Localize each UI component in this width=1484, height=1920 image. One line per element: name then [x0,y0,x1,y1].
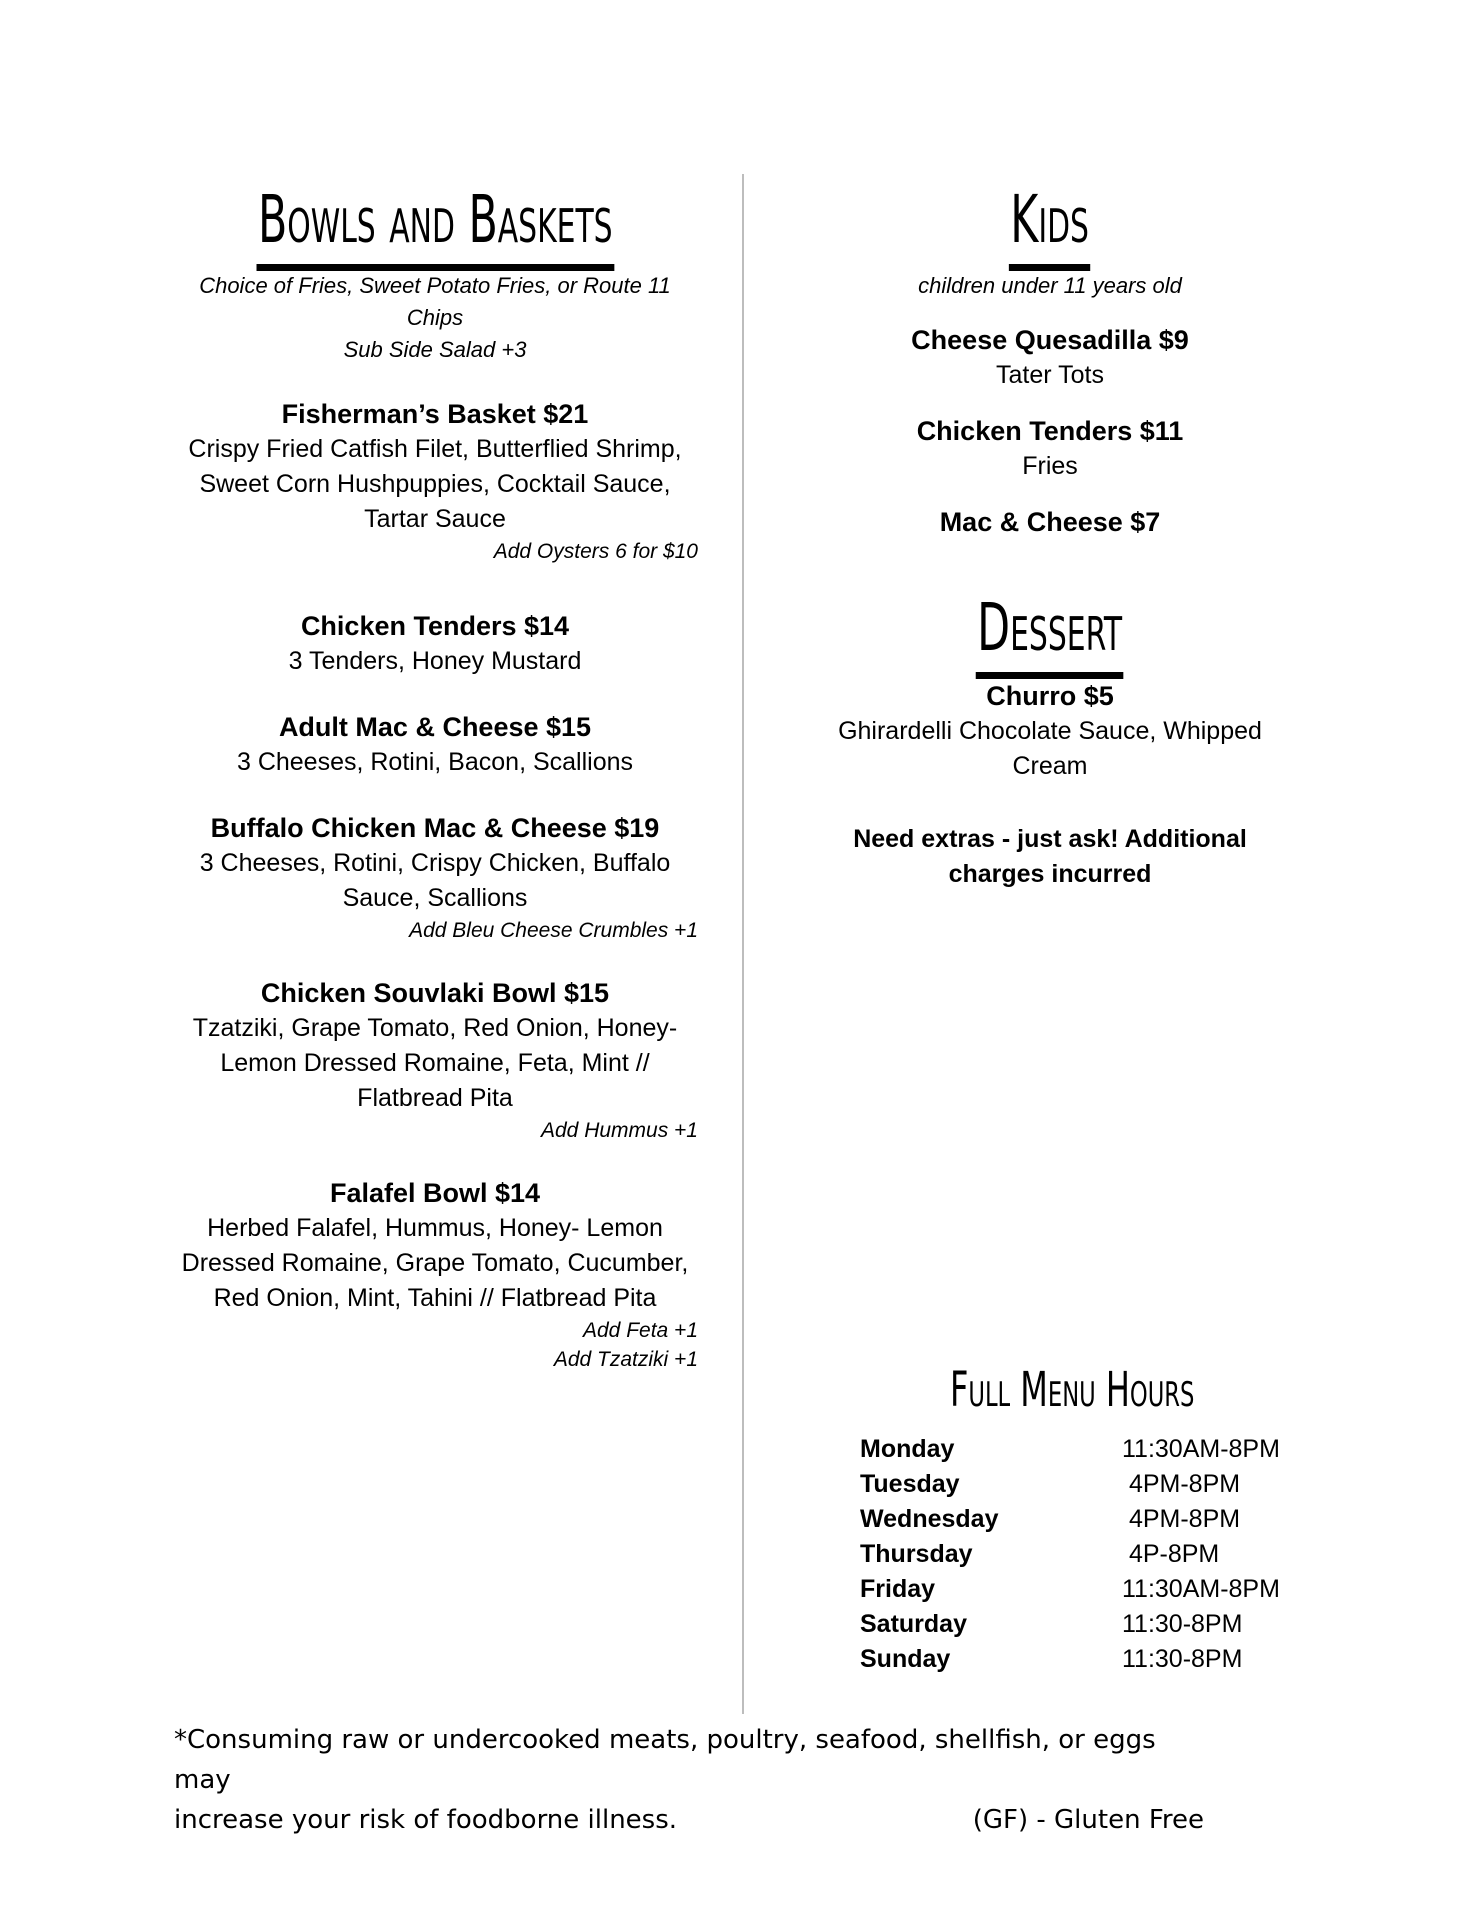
bowls-title-wrap [170,180,700,272]
menu-item-fishermans-basket [170,396,700,566]
bowls-intro-sides: Choice of Fries, Sweet Potato Fries, or Route 11 Chips [199,273,671,330]
full-menu-hours [860,1360,1320,1677]
item-description: 3 Cheeses, Rotini, Bacon, Scallions [236,748,634,776]
dessert-title-wrap [780,588,1320,680]
item-description: Fries [1022,452,1078,480]
hours-time: 4PM-8PM [1122,1505,1241,1533]
menu-item-buffalo-chicken-mac [170,810,700,945]
hours-row [860,1642,1320,1677]
hours-row [860,1537,1320,1572]
kids-dessert-column [780,180,1320,892]
item-addon: Add Tzatziki +1 [553,1348,698,1371]
item-name: Churro $5 [986,681,1114,711]
kids-item-mac-cheese [780,504,1320,540]
item-description: Crispy Fried Catfish Filet, Butterflied Shrimp, Sweet Corn Hushpuppies, Cocktail Sauce, Tartar Sauce [188,435,682,533]
item-addon: Add Feta +1 [583,1319,698,1342]
item-name: Chicken Tenders $14 [300,611,570,641]
menu-item-adult-mac-cheese [170,709,700,780]
kids-title: Kids [1009,180,1091,271]
footer-warning-line1: *Consuming raw or undercooked meats, poultry, seafood, shellfish, or eggs may [174,1725,1156,1795]
item-name: Cheese Quesadilla $9 [911,325,1189,355]
kids-intro: children under 11 years old [918,273,1182,298]
hours-row [860,1467,1320,1502]
hours-day: Saturday [860,1610,967,1638]
bowls-baskets-section [170,180,700,1374]
item-addon: Add Oysters 6 for $10 [493,540,698,563]
item-name: Chicken Tenders $11 [916,416,1184,446]
hours-time: 4PM-8PM [1122,1470,1241,1498]
menu-item-chicken-souvlaki [170,975,700,1145]
gluten-free-note: (GF) - Gluten Free [972,1805,1204,1835]
dessert-title: Dessert [976,588,1124,679]
hours-day: Tuesday [860,1470,960,1498]
hours-row [860,1572,1320,1607]
item-description: Tater Tots [996,361,1104,389]
item-description: 3 Cheeses, Rotini, Crispy Chicken, Buffalo Sauce, Scallions [199,849,671,912]
hours-day: Thursday [860,1540,973,1568]
menu-item-chicken-tenders [170,608,700,679]
hours-time: 4P-8PM [1122,1540,1220,1568]
hours-row [860,1607,1320,1642]
footer-line2 [174,1800,1204,1840]
bowls-intro-salad: Sub Side Salad +3 [343,337,527,362]
item-description: 3 Tenders, Honey Mustard [288,647,582,675]
item-addon: Add Bleu Cheese Crumbles +1 [409,919,698,942]
kids-item-quesadilla [780,322,1320,393]
item-description: Tzatziki, Grape Tomato, Red Onion, Honey-Lemon Dressed Romaine, Feta, Mint // Flatbread Pita [192,1014,678,1112]
dessert-item-churro [780,678,1320,784]
column-divider [742,174,744,1714]
hours-time: 11:30-8PM [1122,1645,1243,1673]
extras-note: Need extras - just ask! Additional charges incurred [853,825,1247,888]
item-name: Mac & Cheese $7 [939,507,1161,537]
item-name: Chicken Souvlaki Bowl $15 [260,978,610,1008]
kids-item-chicken-tenders [780,413,1320,484]
item-description: Ghirardelli Chocolate Sauce, Whipped Cream [838,717,1262,780]
hours-title: Full Menu Hours [950,1362,1195,1418]
item-addon: Add Hummus +1 [541,1119,698,1142]
footer-warning-line2: increase your risk of foodborne illness. [174,1805,678,1835]
hours-day: Sunday [860,1645,951,1673]
bowls-intro [170,270,700,366]
kids-title-wrap [780,180,1320,272]
hours-row [860,1432,1320,1467]
item-name: Buffalo Chicken Mac & Cheese $19 [210,813,660,843]
hours-day: Wednesday [860,1505,999,1533]
item-name: Adult Mac & Cheese $15 [278,712,592,742]
hours-day: Monday [860,1435,955,1463]
item-name: Falafel Bowl $14 [329,1178,541,1208]
bowls-title: Bowls and Baskets [256,180,614,271]
item-description: Herbed Falafel, Hummus, Honey- Lemon Dressed Romaine, Grape Tomato, Cucumber, Red Onion, Mint, Tahini // Flatbread Pita [181,1214,689,1312]
footer-disclaimer [174,1720,1204,1840]
item-name: Fisherman’s Basket $21 [281,399,589,429]
hours-time: 11:30AM-8PM [1122,1575,1280,1603]
hours-day: Friday [860,1575,936,1603]
hours-time: 11:30-8PM [1122,1610,1243,1638]
hours-row [860,1502,1320,1537]
menu-item-falafel-bowl [170,1175,700,1374]
hours-time: 11:30AM-8PM [1122,1435,1280,1463]
